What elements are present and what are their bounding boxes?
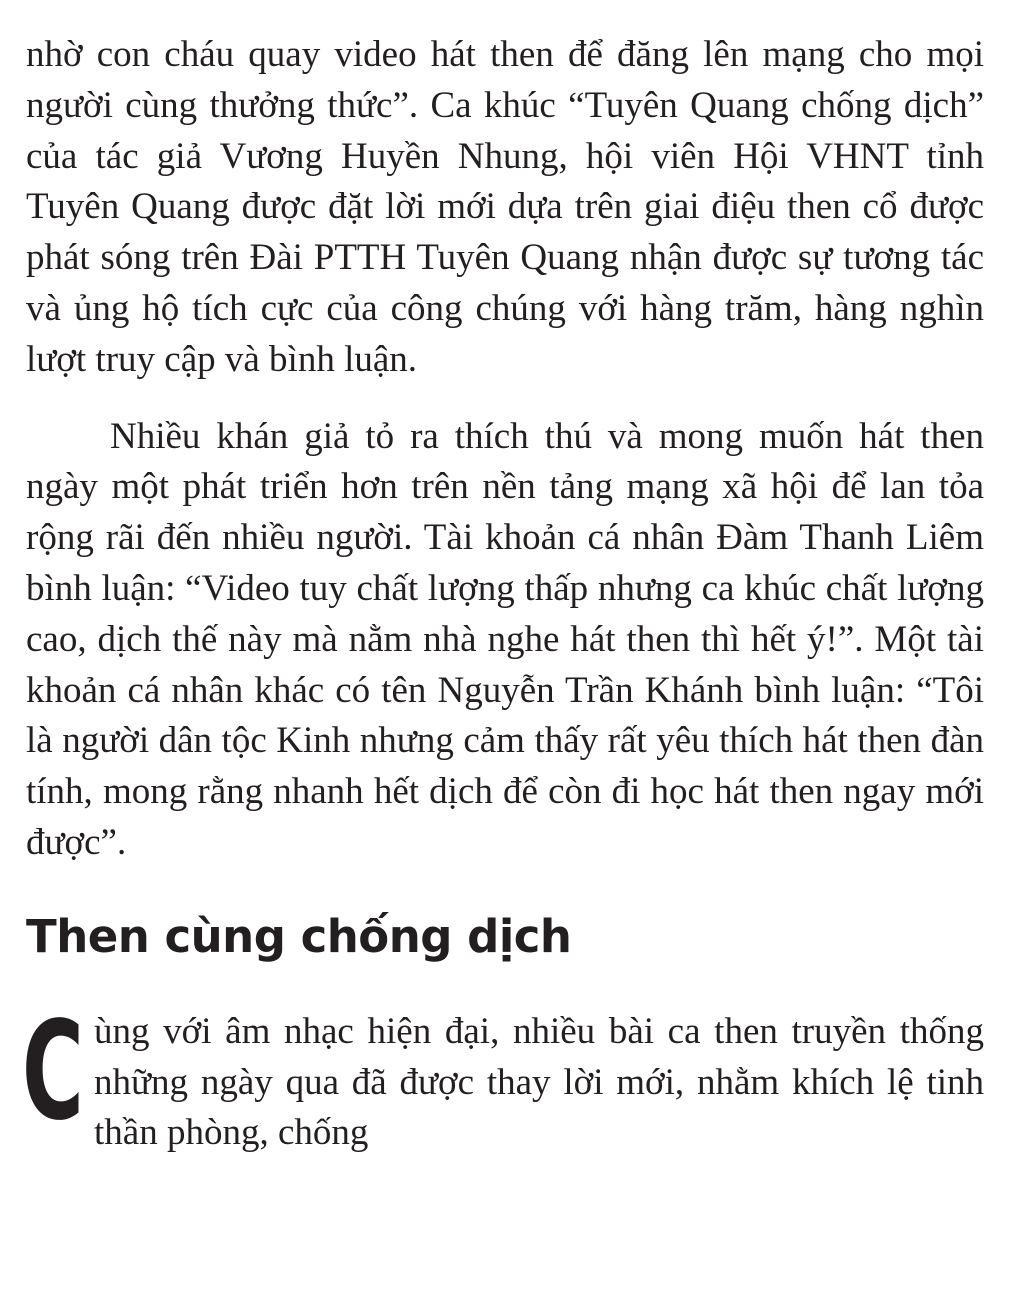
article-page xyxy=(22,30,984,1159)
body-paragraph-3-text: ùng với âm nhạc hiện đại, nhiều bài ca then truyền thống những ngày qua đã được thay lời mới, nhằm khích lệ tinh thần phòng, chống xyxy=(94,1010,984,1154)
drop-cap-letter: C xyxy=(22,992,84,1151)
body-paragraph-2: Nhiều khán giả tỏ ra thích thú và mong muốn hát then ngày một phát triển hơn trên nền tảng mạng xã hội để lan tỏa rộng rãi đến nhiều người. Tài khoản cá nhân Đàm Thanh Liêm bình luận: “Video tuy chất lượng thấp nhưng ca khúc chất lượng cao, dịch thế này mà nằm nhà nghe hát then thì hết ý!”. Một tài khoản cá nhân khác có tên Nguyễn Trần Khánh bình luận: “Tôi là người dân tộc Kinh nhưng cảm thấy rất yêu thích hát then đàn tính, mong rằng nhanh hết dịch để còn đi học hát then ngay mới được”. xyxy=(26,415,984,863)
body-paragraph-3 xyxy=(22,992,984,1159)
body-paragraph-1: nhờ con cháu quay video hát then để đăng lên mạng cho mọi người cùng thưởng thức”. Ca khúc “Tuyên Quang chống dịch” của tác giả Vương Huyền Nhung, hội viên Hội VHNT tỉnh Tuyên Quang được đặt lời mới dựa trên giai điệu then cổ được phát sóng trên Đài PTTH Tuyên Quang nhận được sự tương tác và ủng hộ tích cực của công chúng với hàng trăm, hàng nghìn lượt truy cập và bình luận. xyxy=(26,34,984,380)
section-heading: Then cùng chống dịch xyxy=(26,909,572,963)
